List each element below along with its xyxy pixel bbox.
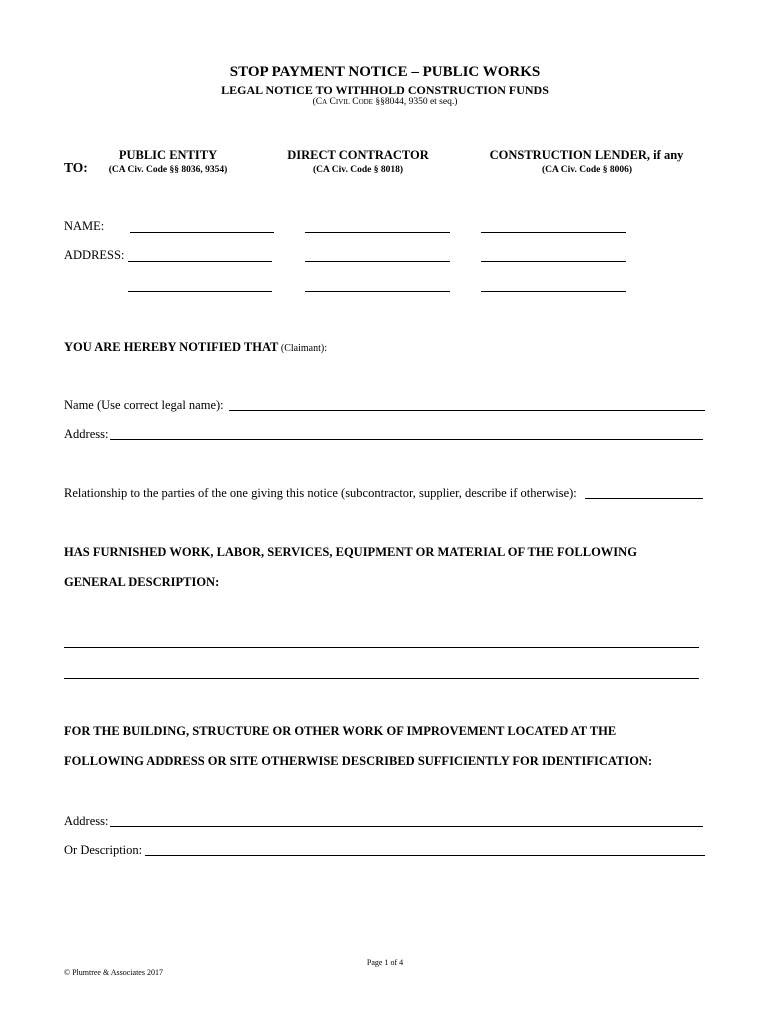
notice-statement (64, 338, 327, 356)
construction-lender-heading: CONSTRUCTION LENDER, if any (489, 148, 684, 162)
to-label: TO: (64, 160, 88, 175)
site-address-label: Address: (64, 814, 109, 828)
furnished-heading-line1: HAS FURNISHED WORK, LABOR, SERVICES, EQUIPMENT OR MATERIAL OF THE FOLLOWING (64, 545, 637, 559)
notice-claimant-text: (Claimant): (278, 343, 328, 354)
direct-contractor-code: (CA Civ. Code § 8018) (313, 165, 403, 175)
name-label: NAME: (64, 219, 105, 233)
furnished-heading-line2: GENERAL DESCRIPTION: (64, 575, 220, 589)
claimant-address-field[interactable] (110, 439, 703, 440)
construction-lender-name-field[interactable] (481, 232, 626, 233)
claimant-name-field[interactable] (229, 410, 705, 411)
document-subtitle: LEGAL NOTICE TO WITHHOLD CONSTRUCTION FUNDS (221, 83, 549, 97)
direct-contractor-name-field[interactable] (305, 232, 450, 233)
citation-rest: §§8044, 9350 et seq.) (372, 97, 458, 107)
public-entity-heading: PUBLIC ENTITY (118, 148, 218, 162)
public-entity-code: (CA Civ. Code §§ 8036, 9354) (108, 165, 228, 175)
construction-lender-address-field-1[interactable] (481, 261, 626, 262)
address-label: ADDRESS: (64, 248, 125, 262)
citation-prefix: (Ca Civil Code (312, 97, 373, 107)
relationship-field[interactable] (585, 498, 703, 499)
direct-contractor-address-field-1[interactable] (305, 261, 450, 262)
claimant-name-label: Name (Use correct legal name): (64, 398, 224, 412)
notice-bold-text: YOU ARE HEREBY NOTIFIED THAT (64, 340, 279, 354)
site-description-field[interactable] (145, 855, 705, 856)
copyright-notice: © Plumtree & Associates 2017 (64, 968, 163, 977)
relationship-label: Relationship to the parties of the one giving this notice (subcontractor, supplier, describe if otherwise): (64, 486, 577, 500)
public-entity-name-field[interactable] (130, 232, 274, 233)
document-title: STOP PAYMENT NOTICE – PUBLIC WORKS (229, 64, 541, 80)
public-entity-address-field-2[interactable] (128, 291, 272, 292)
civil-code-citation (0, 97, 770, 107)
location-heading-line2: FOLLOWING ADDRESS OR SITE OTHERWISE DESCRIBED SUFFICIENTLY FOR IDENTIFICATION: (64, 754, 653, 768)
site-description-label: Or Description: (64, 843, 143, 857)
direct-contractor-address-field-2[interactable] (305, 291, 450, 292)
page-number: Page 1 of 4 (366, 958, 404, 967)
claimant-address-label: Address: (64, 427, 109, 441)
public-entity-address-field-1[interactable] (128, 261, 272, 262)
construction-lender-address-field-2[interactable] (481, 291, 626, 292)
general-description-field-2[interactable] (64, 678, 699, 679)
construction-lender-code: (CA Civ. Code § 8006) (542, 165, 632, 175)
location-heading-line1: FOR THE BUILDING, STRUCTURE OR OTHER WORK OF IMPROVEMENT LOCATED AT THE (64, 724, 617, 738)
site-address-field[interactable] (110, 826, 703, 827)
general-description-field-1[interactable] (64, 647, 699, 648)
direct-contractor-heading: DIRECT CONTRACTOR (287, 148, 429, 162)
